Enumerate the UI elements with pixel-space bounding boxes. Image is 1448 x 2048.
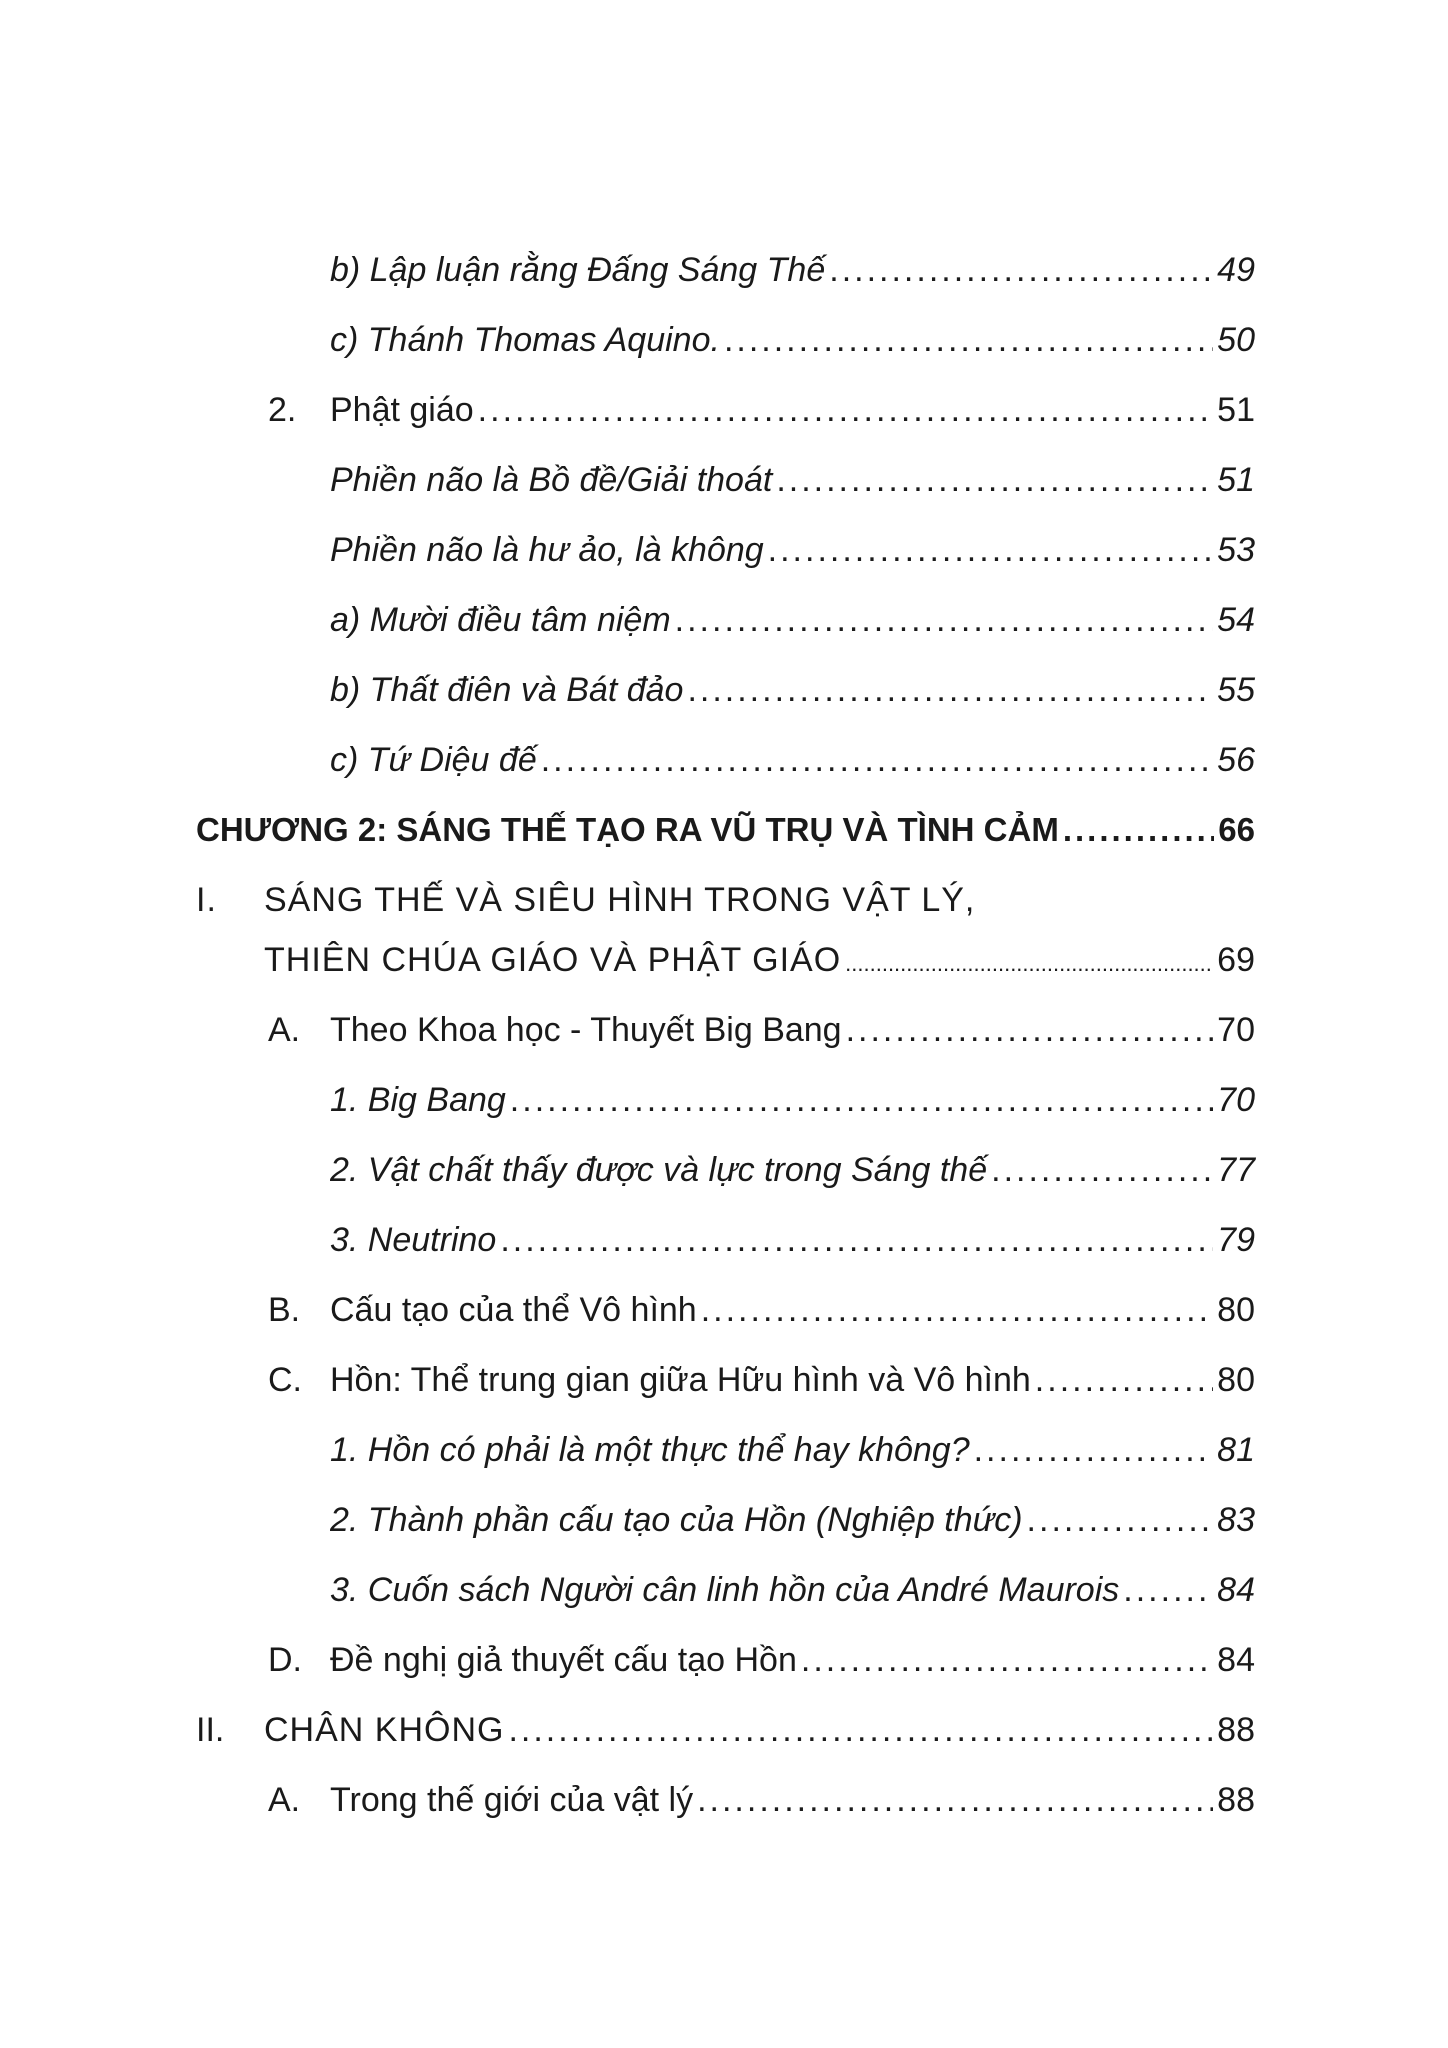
toc-entry-title: Phiền não là hư ảo, là không <box>330 531 764 569</box>
dot-leader <box>541 731 1213 789</box>
dot-leader <box>801 1631 1213 1689</box>
dot-leader <box>1035 1351 1213 1409</box>
toc-entry-marker: 2. <box>268 391 297 429</box>
toc-entry-title: 2. Thành phần cấu tạo của Hồn (Nghiệp thức) <box>330 1501 1023 1539</box>
toc-entry-title: CHÂN KHÔNG <box>264 1711 505 1749</box>
toc-entry <box>330 1211 1255 1269</box>
toc-entry-title: b) Lập luận rằng Đấng Sáng Thế <box>330 251 826 289</box>
toc-entry-page: 80 <box>1217 1361 1255 1399</box>
dot-leader <box>687 661 1213 719</box>
toc-entry <box>330 591 1255 649</box>
dot-leader <box>845 935 1213 993</box>
dot-leader <box>701 1281 1213 1339</box>
toc-entry-marker: C. <box>268 1361 302 1399</box>
toc-entry-page: 70 <box>1217 1011 1255 1049</box>
dot-leader <box>829 241 1213 299</box>
dot-leader <box>500 1211 1213 1269</box>
dot-leader <box>846 1001 1214 1059</box>
toc-entry-title: SÁNG THẾ VÀ SIÊU HÌNH TRONG VẬT LÝ, <box>264 881 976 919</box>
toc-entry-marker: A. <box>268 1011 301 1049</box>
toc-entry-title: 3. Cuốn sách Người cân linh hồn của André Maurois <box>330 1571 1120 1609</box>
toc-entry-page: 49 <box>1217 251 1255 289</box>
toc-entry-page: 83 <box>1217 1501 1255 1539</box>
toc-entry-title: 1. Big Bang <box>330 1081 506 1119</box>
toc-entry-page: 88 <box>1217 1711 1255 1749</box>
toc-section-heading <box>196 871 975 929</box>
toc-entry-title: Cấu tạo của thể Vô hình <box>330 1291 697 1329</box>
dot-leader <box>478 381 1214 439</box>
toc-entry-page: 66 <box>1218 811 1255 848</box>
toc-entry-page: 51 <box>1217 391 1255 429</box>
dot-leader <box>776 451 1213 509</box>
toc-entry-page: 51 <box>1217 461 1255 499</box>
toc-entry-title: Theo Khoa học - Thuyết Big Bang <box>330 1011 842 1049</box>
dot-leader <box>991 1141 1213 1199</box>
toc-entry-title: THIÊN CHÚA GIÁO VÀ PHẬT GIÁO <box>264 941 842 979</box>
dot-leader <box>697 1771 1213 1829</box>
toc-entry-page: 54 <box>1217 601 1255 639</box>
toc-entry <box>330 1561 1255 1619</box>
toc-entry-title: b) Thất điên và Bát đảo <box>330 671 684 709</box>
toc-entry <box>330 1491 1255 1549</box>
toc-entry <box>268 1351 1255 1409</box>
dot-leader <box>1123 1561 1213 1619</box>
toc-entry <box>268 1771 1255 1829</box>
dot-leader <box>675 591 1214 649</box>
toc-entry <box>330 521 1255 579</box>
dot-leader <box>510 1071 1213 1129</box>
toc-entry-page: 84 <box>1217 1641 1255 1679</box>
toc-entry-page: 77 <box>1217 1151 1255 1189</box>
toc-entry-title: a) Mười điều tâm niệm <box>330 601 671 639</box>
toc-entry <box>264 931 1255 989</box>
toc-entry-title: c) Tứ Diệu đế <box>330 741 537 779</box>
toc-entry-marker: II. <box>196 1711 225 1749</box>
toc-chapter-heading <box>196 801 1255 859</box>
toc-entry <box>330 311 1255 369</box>
toc-entry-marker: D. <box>268 1641 302 1679</box>
toc-entry <box>268 1001 1255 1059</box>
toc-entry-title: 2. Vật chất thấy được và lực trong Sáng thế <box>330 1151 988 1189</box>
toc-entry-title: 1. Hồn có phải là một thực thể hay không? <box>330 1431 970 1469</box>
toc-entry-page: 55 <box>1217 671 1255 709</box>
toc-entry <box>330 731 1255 789</box>
toc-entry-marker: B. <box>268 1291 301 1329</box>
toc-entry <box>196 1701 1255 1759</box>
dot-leader <box>974 1421 1214 1479</box>
toc-entry-page: 50 <box>1217 321 1255 359</box>
toc-entry <box>268 381 1255 439</box>
toc-entry-title: 3. Neutrino <box>330 1221 497 1259</box>
toc-entry <box>330 1421 1255 1479</box>
toc-entry <box>330 1071 1255 1129</box>
toc-entry-page: 56 <box>1217 741 1255 779</box>
toc-entry-page: 80 <box>1217 1291 1255 1329</box>
toc-entry-title: Phiền não là Bồ đề/Giải thoát <box>330 461 773 499</box>
toc-entry-title: Phật giáo <box>330 391 474 429</box>
toc-entry <box>268 1631 1255 1689</box>
toc-entry <box>268 1281 1255 1339</box>
dot-leader <box>1027 1491 1214 1549</box>
toc-entry-marker: I. <box>196 881 217 919</box>
toc-entry-page: 70 <box>1217 1081 1255 1119</box>
toc-entry-title: Trong thế giới của vật lý <box>330 1781 694 1819</box>
dot-leader <box>1063 801 1214 859</box>
toc-entry <box>330 661 1255 719</box>
toc-entry-title: Đề nghị giả thuyết cấu tạo Hồn <box>330 1641 797 1679</box>
toc-entry-page: 88 <box>1217 1781 1255 1819</box>
toc-entry <box>330 241 1255 299</box>
dot-leader <box>768 521 1214 579</box>
dot-leader <box>508 1701 1213 1759</box>
toc-entry-page: 69 <box>1217 941 1255 979</box>
toc-entry-page: 81 <box>1217 1431 1255 1469</box>
toc-entry-page: 79 <box>1217 1221 1255 1259</box>
toc-entry-title: Hồn: Thể trung gian giữa Hữu hình và Vô hình <box>330 1361 1031 1399</box>
toc-entry-page: 53 <box>1217 531 1255 569</box>
toc-entry-title: CHƯƠNG 2: SÁNG THẾ TẠO RA VŨ TRỤ VÀ TÌNH CẢM <box>196 811 1059 848</box>
toc-entry <box>330 1141 1255 1199</box>
toc-entry-marker: A. <box>268 1781 301 1819</box>
toc-entry-page: 84 <box>1217 1571 1255 1609</box>
toc-entry-title: c) Thánh Thomas Aquino. <box>330 321 720 359</box>
toc-entry <box>330 451 1255 509</box>
dot-leader <box>724 311 1213 369</box>
